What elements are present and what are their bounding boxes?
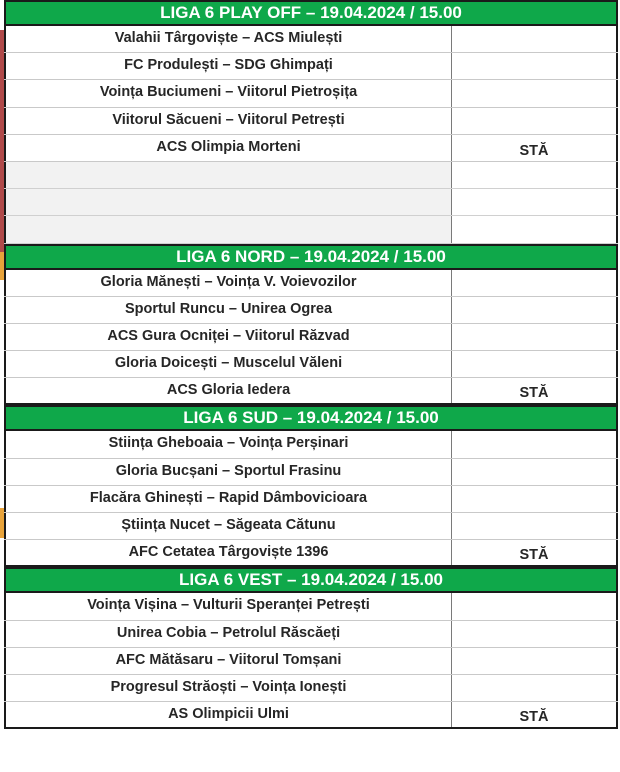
status-cell: STĂ <box>452 540 618 565</box>
status-cell <box>452 80 618 106</box>
section-title: LIGA 6 VEST – 19.04.2024 / 15.00 <box>4 567 618 593</box>
match-cell <box>4 216 452 242</box>
fixture-row <box>4 378 618 405</box>
section-title: LIGA 6 SUD – 19.04.2024 / 15.00 <box>4 405 618 431</box>
match-cell: Valahii Târgoviște – ACS Miulești <box>4 26 452 52</box>
league-section <box>4 244 618 406</box>
status-cell: STĂ <box>452 378 618 403</box>
fixture-row <box>4 593 618 620</box>
fixtures-table <box>4 0 618 729</box>
match-cell: ACS Olimpia Morteni <box>4 135 452 161</box>
status-cell <box>452 675 618 701</box>
league-section <box>4 405 618 567</box>
match-cell: Unirea Cobia – Petrolul Răscăeți <box>4 621 452 647</box>
fixture-row <box>4 189 618 216</box>
match-cell: ACS Gloria Iedera <box>4 378 452 403</box>
status-cell <box>452 189 618 215</box>
section-title: LIGA 6 NORD – 19.04.2024 / 15.00 <box>4 244 618 270</box>
match-cell <box>4 162 452 188</box>
status-cell <box>452 351 618 377</box>
status-cell: STĂ <box>452 135 618 161</box>
match-cell: AFC Mătăsaru – Viitorul Tomșani <box>4 648 452 674</box>
section-title: LIGA 6 PLAY OFF – 19.04.2024 / 15.00 <box>4 0 618 26</box>
fixture-row <box>4 486 618 513</box>
fixture-row <box>4 108 618 135</box>
match-cell: Gloria Mănești – Voința V. Voievozilor <box>4 270 452 296</box>
match-cell: Sportul Runcu – Unirea Ogrea <box>4 297 452 323</box>
league-section <box>4 0 618 244</box>
match-cell: Gloria Bucșani – Sportul Frasinu <box>4 459 452 485</box>
status-cell <box>452 270 618 296</box>
status-cell <box>452 459 618 485</box>
match-cell: Stiința Gheboaia – Voința Perșinari <box>4 431 452 457</box>
match-cell: ACS Gura Ocniței – Viitorul Răzvad <box>4 324 452 350</box>
fixture-row <box>4 324 618 351</box>
fixture-row <box>4 513 618 540</box>
fixture-row <box>4 648 618 675</box>
match-cell: Voința Buciumeni – Viitorul Pietroșița <box>4 80 452 106</box>
fixture-row <box>4 702 618 729</box>
match-cell: Știința Nucet – Săgeata Cătunu <box>4 513 452 539</box>
match-cell: FC Produlești – SDG Ghimpați <box>4 53 452 79</box>
fixture-row <box>4 26 618 53</box>
status-cell <box>452 108 618 134</box>
status-cell <box>452 162 618 188</box>
fixture-row <box>4 431 618 458</box>
match-cell: Voința Vișina – Vulturii Speranței Petrești <box>4 593 452 619</box>
fixture-row <box>4 675 618 702</box>
status-cell <box>452 431 618 457</box>
status-cell <box>452 26 618 52</box>
fixture-row <box>4 351 618 378</box>
status-cell <box>452 513 618 539</box>
fixture-row <box>4 216 618 243</box>
status-cell <box>452 53 618 79</box>
fixture-row <box>4 135 618 162</box>
match-cell: Viitorul Săcueni – Viitorul Petrești <box>4 108 452 134</box>
fixture-row <box>4 459 618 486</box>
fixture-row <box>4 540 618 567</box>
match-cell: Gloria Doicești – Muscelul Văleni <box>4 351 452 377</box>
fixture-row <box>4 80 618 107</box>
status-cell <box>452 297 618 323</box>
match-cell <box>4 189 452 215</box>
match-cell: AFC Cetatea Târgoviște 1396 <box>4 540 452 565</box>
fixture-row <box>4 53 618 80</box>
match-cell: Progresul Străoști – Voința Ionești <box>4 675 452 701</box>
status-cell <box>452 324 618 350</box>
fixture-row <box>4 162 618 189</box>
status-cell <box>452 593 618 619</box>
status-cell <box>452 216 618 242</box>
match-cell: AS Olimpicii Ulmi <box>4 702 452 727</box>
match-cell: Flacăra Ghinești – Rapid Dâmbovicioara <box>4 486 452 512</box>
status-cell <box>452 621 618 647</box>
status-cell: STĂ <box>452 702 618 727</box>
league-section <box>4 567 618 729</box>
fixture-row <box>4 270 618 297</box>
fixture-row <box>4 621 618 648</box>
fixture-row <box>4 297 618 324</box>
status-cell <box>452 648 618 674</box>
status-cell <box>452 486 618 512</box>
